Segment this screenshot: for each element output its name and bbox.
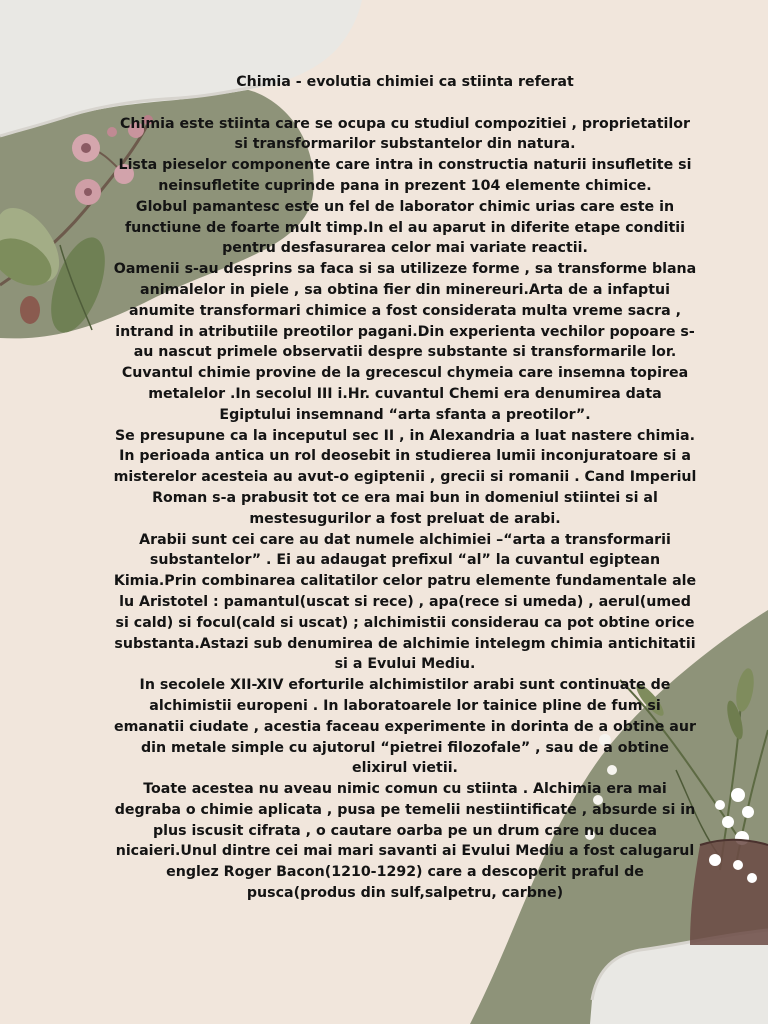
paragraph: Oamenii s-au desprins sa faca si sa utilizeze forme , sa transforme blana animalelor in piele , sa obtina fier din minereuri.Arta de a infaptui anumite transformari chimice a fost considerata multa vreme sacra , intrand in atributiile preotilor pagani.Din experienta vechilor popoare s-au nascut primele observatii despre substante si transformarile lor. [113,261,697,361]
document-title: Chimia - evolutia chimiei ca stiinta referat [236,74,574,90]
paragraph: Globul pamantesc este un fel de laborator chimic urias care este in functiune de foarte mult timp.In el au aparut in diferite etape conditii pentru desfasurarea celor mai variate reactii. [124,198,686,257]
paragraph: Lista pieselor componente care intra in constructia naturii insufletite si neinsufletite cuprinde pana in prezent 104 elemente chimice. [118,157,692,194]
paragraph: Arabii sunt cei care au dat numele alchimiei –“arta a transformarii substantelor” . Ei au adaugat prefixul “al” la cuvantul egiptean Kimia.Prin combinarea calitatilor celor patru elemente fundamentale ale lu Aristotel : pamantul(uscat si rece) , apa(rece si umeda) , aerul(umed si cald) si focul(cald si uscat) ; alchimistii considerau ca pot obtine orice substanta.Astazi sub denumirea de alchimie intelegm chimia antichitatii si a Evului Mediu. [113,531,697,673]
paragraph: Chimia este stiinta care se ocupa cu studiul compozitiei , proprietatilor si transformarilor substantelor din natura. [120,115,690,153]
document-content [112,72,698,904]
paragraph: Cuvantul chimie provine de la grecescul chymeia care insemna topirea metalelor .In secolul III i.Hr. cuvantul Chemi era denumirea data Egiptului insemnand “arta sfanta a preotilor”. [121,365,689,423]
paragraph: In perioada antica un rol deosebit in studierea lumii inconjuratoare si a misterelor acesteia au avut-o egiptenii , grecii si romanii . Cand Imperiul Roman s-a prabusit tot ce era mai bun in domeniul stiintei si al mestesugurilor a fost preluat de arabi. [113,448,697,527]
paragraph: In secolele XII-XIV eforturile alchimistilor arabi sunt continuate de alchimistii europeni . In laboratoarele lor tainice pline de fum si emanatii ciudate , acestia faceau experimente in dorinta de a obtine aur din metale simple cu ajutorul “pietrei filozofale” , sau de a obtine elixirul vietii. [114,677,696,777]
paragraph: Toate acestea nu aveau nimic comun cu stiinta . Alchimia era mai degraba o chimie aplicata , pusa pe temelii nestiintificate , absurde si in plus iscusit cifrata , o cautare oarba pe un drum care nu ducea nicaieri.Unul dintre cei mai mari savanti ai Evului Mediu a fost calugarul englez Roger Bacon(1210-1292) care a descoperit praful de pusca(produs din sulf,salpetru, carbne) [114,781,696,902]
paragraph: Se presupune ca la inceputul sec II , in Alexandria a luat nastere chimia. [114,427,696,444]
